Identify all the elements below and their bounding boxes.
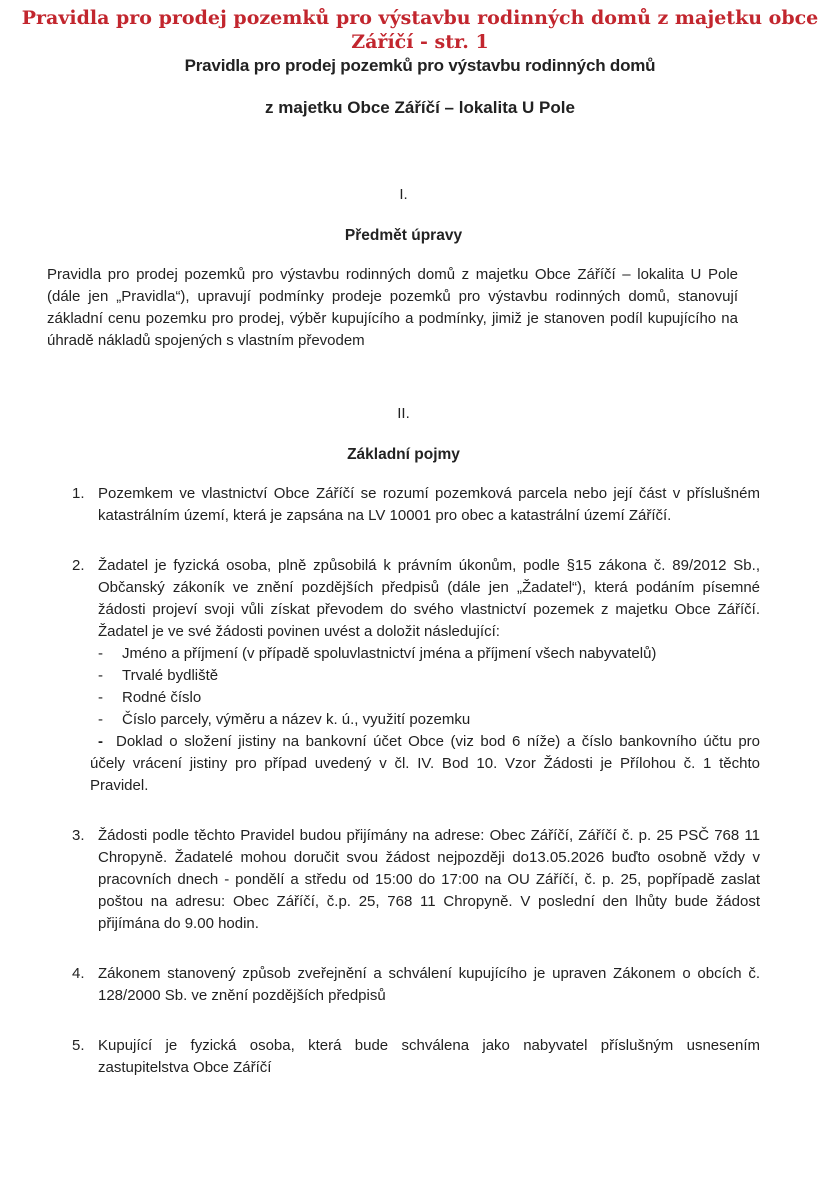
bullet-dash: -: [98, 667, 103, 684]
page-subtitle: z majetku Obce Záříčí – lokalita U Pole: [265, 98, 575, 117]
bullet-item-bold-dash: [90, 731, 760, 797]
document-header-line-2: Záříčí - str. 1: [351, 31, 489, 53]
bullet-text: Číslo parcely, výměru a název k. ú., využití pozemku: [122, 711, 471, 728]
section-1-paragraph: Pravidla pro prodej pozemků pro výstavbu rodinných domů z majetku Obce Záříčí – lokalita U Pole (dále jen „Pravidla“), upravují podmínky prodeje pozemků pro výstavbu rodinných domů, stanovují základní cenu pozemku pro prodej, výběr kupujícího a podmínky, jimiž je stanoven podíl kupujícího na úhradě nákladů spojených s vlastním převodem: [47, 266, 738, 349]
item-text: Žádosti podle těchto Pravidel budou přijímány na adrese: Obec Záříčí, Záříčí č. p. 25 PSČ 768 11 Chropyně. Žadatelé mohou doručit svou žádost nejpozději do13.05.2026 buďto osobně vždy v pracovních dnech - pondělí a středu od 15:00 do 17:00 na OU Záříčí, č. p. 25, popřípadě zaslat poštou na adresu: Obec Záříčí, č.p. 25, 768 11 Chropyně. V poslední den lhůty bude žádost přijímána do 9.00 hodin.: [98, 827, 760, 932]
bullet-dash: -: [98, 689, 103, 706]
bullet-item: [98, 709, 760, 731]
section-heading-2: Základní pojmy: [347, 446, 460, 463]
list-item: [47, 555, 760, 797]
item-number: 1.: [72, 485, 85, 502]
item-number: 3.: [72, 827, 85, 844]
item-text: Kupující je fyzická osoba, která bude schválena jako nabyvatel příslušným usnesením zastupitelstva Obce Záříčí: [98, 1037, 760, 1076]
document-body: [0, 184, 840, 1079]
bullet-dash: -: [98, 645, 103, 662]
item-text: Pozemkem ve vlastnictví Obce Záříčí se rozumí pozemková parcela nebo její část v příslušném katastrálním území, která je zapsána na LV 10001 pro obec a katastrální území Záříčí.: [98, 485, 760, 524]
bullet-item: [98, 665, 760, 687]
bullet-text: Trvalé bydliště: [122, 667, 219, 684]
section-heading-1: Předmět úpravy: [344, 227, 463, 244]
bullet-item: [98, 643, 760, 665]
item-number: 5.: [72, 1037, 85, 1054]
list-item: [47, 1035, 760, 1079]
document-header-line-1: Pravidla pro prodej pozemků pro výstavbu rodinných domů z majetku obce: [21, 7, 819, 29]
bullet-text: Jméno a příjmení (v případě spoluvlastnictví jména a příjmení všech nabyvatelů): [122, 645, 657, 662]
section-numeral-1: I.: [399, 186, 408, 203]
document-header-red: [0, 0, 840, 54]
section-numeral-2: II.: [397, 405, 410, 422]
item-number: 4.: [72, 965, 85, 982]
bullet-dash-bold: -: [98, 733, 103, 750]
list-item: [47, 963, 760, 1007]
bullet-dash: -: [98, 711, 103, 728]
bullet-text: Rodné číslo: [122, 689, 202, 706]
list-item: [47, 483, 760, 527]
item-number: 2.: [72, 557, 85, 574]
item-text: Žadatel je fyzická osoba, plně způsobilá k právním úkonům, podle §15 zákona č. 89/2012 Sb., Občanský zákoník ve znění pozdějších předpisů (dále jen „Žadatel“), která podáním písemné žádosti projeví svoji vůli získat převodem do svého vlastnictví pozemek z majetku Obce Záříčí. Žadatel je ve své žádosti povinen uvést a doložit následující:: [98, 557, 760, 640]
list-item: [47, 825, 760, 935]
page-title: Pravidla pro prodej pozemků pro výstavbu rodinných domů: [184, 56, 656, 75]
item-text: Zákonem stanovený způsob zveřejnění a schválení kupujícího je upraven Zákonem o obcích č. 128/2000 Sb. ve znění pozdějších předpisů: [98, 965, 760, 1004]
bullet-text: Doklad o složení jistiny na bankovní účet Obce (viz bod 6 níže) a číslo bankovního účtu pro účely vrácení jistiny pro případ uvedený v čl. IV. Bod 10. Vzor Žádosti je Přílohou č. 1 těchto Pravidel.: [90, 733, 760, 794]
bullet-item: [98, 687, 760, 709]
